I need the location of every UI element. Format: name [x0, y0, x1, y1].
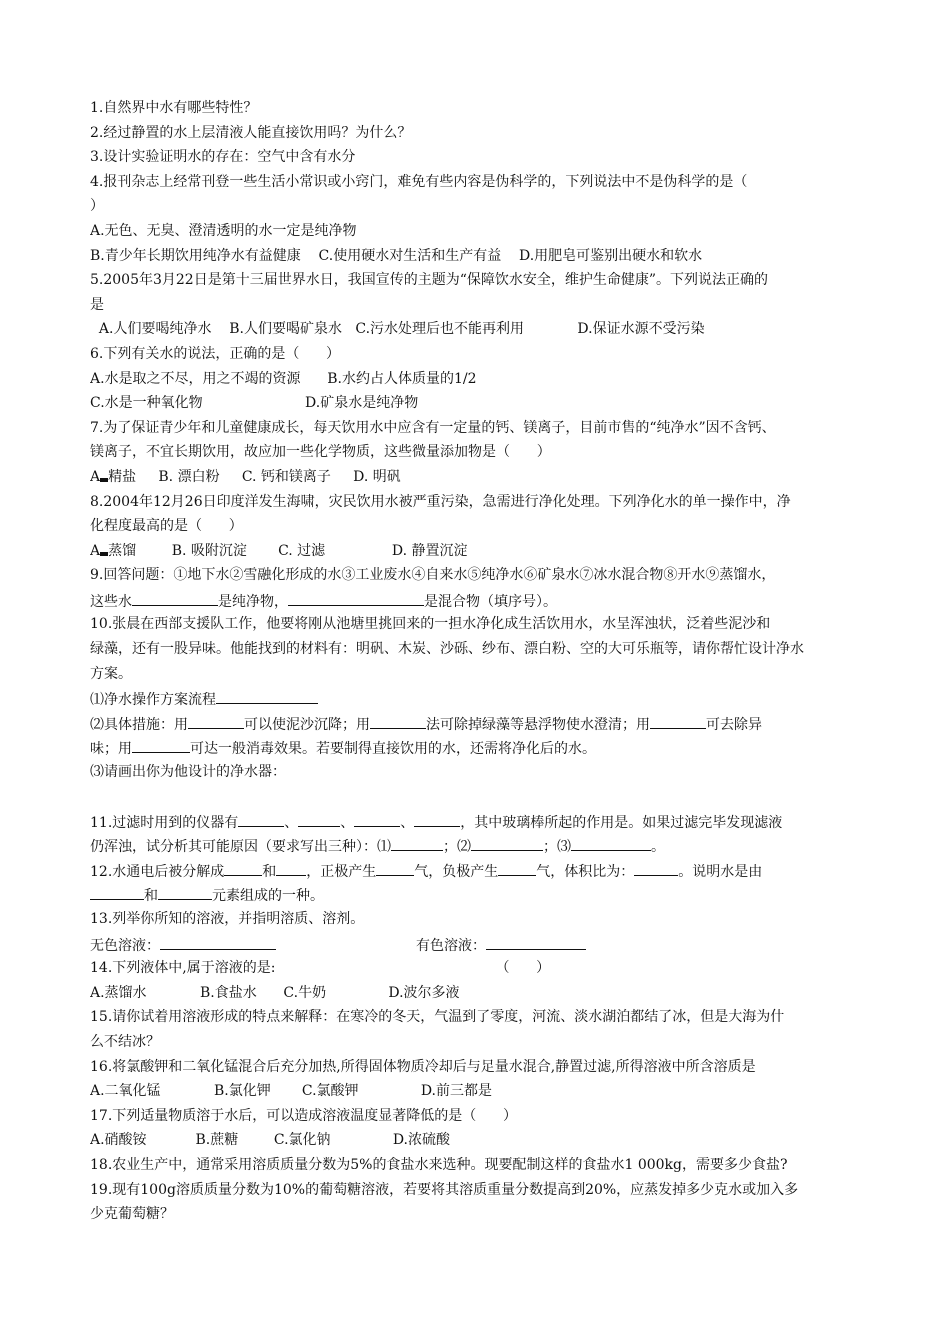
option-mark [100, 552, 108, 556]
answer-blank[interactable] [650, 711, 706, 729]
q13-blanks: 无色溶液： 有色溶液： [90, 932, 870, 957]
q5-options: A.人们要喝纯净水 B.人们要喝矿泉水 C.污水处理后也不能再利用 D.保证水源不受污染 [90, 321, 705, 338]
q13-stem: 13.列举你所知的溶液，并指明溶质、溶剂。 [90, 911, 365, 927]
q7-stem: 7.为了保证青少年和儿童健康成长，每天饮用水中应含有一定量的钙、镁离子，目前市售的“纯净水”因不含钙、 [90, 419, 776, 436]
q4-stem-cont: ） [90, 198, 104, 215]
q10-part2-cont: 味；用 可达一般消毒效果。若要制得直接饮用的水，还需将净化后的水。 [90, 735, 870, 760]
answer-blank[interactable] [276, 858, 306, 876]
q4-options-bcd: B.青少年长期饮用纯净水有益健康 C.使用硬水对生活和生产有益 D.用肥皂可鉴别出硬水和软水 [90, 247, 703, 264]
q19-stem: 19.现有100g溶质质量分数为10%的葡萄糖溶液，若要将其溶质重量分数提高到20%，应蒸发掉多少克水或加入多 [90, 1181, 799, 1198]
q5-stem-cont: 是 [90, 296, 104, 313]
q10-stem: 10.张晨在西部支援队工作，他要将刚从池塘里挑回来的一担水净化成生活饮用水，水呈浑浊状，泛着些泥沙和 [90, 616, 771, 633]
answer-blank[interactable] [216, 686, 318, 704]
q17-stem: 17.下列适量物质溶于水后，可以造成溶液温度显著降低的是（ ） [90, 1107, 517, 1124]
q4-option-a: A.无色、无臭、澄清透明的水一定是纯净物 [90, 222, 357, 239]
drawing-space [90, 785, 870, 809]
q5-stem: 5.2005年3月22日是第十三届世界水日，我国宣传的主题为“保障饮水安全，维护生命健康”。下列说法正确的 [90, 272, 769, 289]
q18: 18.农业生产中，通常采用溶质质量分数为5%的食盐水来选种。现要配制这样的食盐水1 000kg，需要多少食盐? [90, 1156, 788, 1173]
q10-part1: ⑴净水操作方案流程 [90, 686, 870, 711]
answer-blank[interactable] [132, 588, 218, 606]
q15-stem: 15.请你试着用溶液形成的特点来解释：在寒冷的冬天，气温到了零度，河流、淡水湖泊都结了冰，但是大海为什 [90, 1009, 785, 1026]
answer-blank[interactable] [376, 858, 414, 876]
q4-stem: 4.报刊杂志上经常刊登一些生活小常识或小窍门，难免有些内容是伪科学的，下列说法中不是伪科学的是（ [90, 173, 748, 190]
answer-blank[interactable] [370, 711, 426, 729]
worksheet [90, 96, 870, 1227]
q16-options: A.二氧化锰 B.氯化钾 C.氯酸钾 D.前三都是 [90, 1083, 492, 1100]
answer-blank[interactable] [298, 809, 340, 827]
answer-blank[interactable] [634, 858, 678, 876]
answer-blank[interactable] [571, 833, 651, 851]
answer-blank[interactable] [224, 858, 262, 876]
answer-blank[interactable] [486, 932, 586, 950]
answer-blank[interactable] [188, 711, 244, 729]
answer-blank[interactable] [391, 833, 443, 851]
q12-stem-cont: 和 元素组成的一种。 [90, 882, 870, 907]
q6-options-cd: C.水是一种氧化物 D.矿泉水是纯净物 [90, 395, 419, 412]
q3: 3.设计实验证明水的存在：空气中含有水分 [90, 149, 356, 166]
q8-stem: 8.2004年12月26日印度洋发生海啸，灾民饮用水被严重污染，急需进行净化处理。下列净化水的单一操作中，净 [90, 493, 791, 510]
answer-blank[interactable] [354, 809, 400, 827]
q10-stem-end: 方案。 [90, 665, 132, 682]
q14-options: A.蒸馏水 B.食盐水 C.牛奶 D.波尔多液 [90, 984, 460, 1001]
q9-blanks: 这些水 是纯净物， 是混合物（填序号）。 [90, 588, 870, 613]
q8-stem-cont: 化程度最高的是（ ） [90, 518, 243, 535]
answer-blank[interactable] [498, 858, 536, 876]
answer-blank[interactable] [158, 882, 212, 900]
q10-part2: ⑵具体措施：用 可以使泥沙沉降；用 法可除掉绿藻等悬浮物使水澄清；用 可去除异 [90, 711, 870, 736]
q11-reasons: 仍浑浊，试分析其可能原因（要求写出三种）：⑴ ；⑵ ；⑶ 。 [90, 833, 870, 858]
q15-stem-cont: 么不结冰？ [90, 1033, 160, 1050]
q14-stem: 14.下列液体中,属于溶液的是: （ ） [90, 960, 551, 977]
q7-stem-cont: 镁离子，不宜长期饮用，故应加一些化学物质，这些微量添加物是（ ） [90, 444, 551, 461]
q10-part3: ⑶请画出你为他设计的净水器： [90, 764, 286, 781]
q12-stem: 12.水通电后被分解成 和 ，正极产生 气，负极产生 气，体积比为： 。说明水是由 [90, 858, 870, 883]
q6-stem: 6.下列有关水的说法，正确的是（ ） [90, 345, 341, 362]
option-mark [100, 478, 108, 482]
answer-blank[interactable] [414, 809, 460, 827]
q16-stem: 16.将氯酸钾和二氧化锰混合后充分加热,所得固体物质冷却后与足量水混合,静置过滤,所得溶液中所含溶质是 [90, 1058, 756, 1075]
answer-blank[interactable] [238, 809, 284, 827]
q6-options-ab: A.水是取之不尽，用之不竭的资源 B.水约占人体质量的1/2 [90, 370, 477, 387]
answer-blank[interactable] [471, 833, 543, 851]
q9-stem: 9.回答问题：①地下水②雪融化形成的水③工业废水④自来水⑤纯净水⑥矿泉水⑦冰水混合物⑧开水⑨蒸馏水， [90, 567, 776, 584]
answer-blank[interactable] [288, 588, 424, 606]
q10-stem-cont: 绿藻，还有一股异味。他能找到的材料有：明矾、木炭、沙砾、纱布、漂白粉、空的大可乐瓶等，请你帮忙设计净水 [90, 641, 804, 658]
q8-options: A 蒸馏 B. 吸附沉淀 C. 过滤 D. 静置沉淀 [90, 542, 468, 559]
q1: 1.自然界中水有哪些特性？ [90, 100, 258, 116]
answer-blank[interactable] [132, 735, 190, 753]
q7-options: A 精盐 B. 漂白粉 C. 钙和镁离子 D. 明矾 [90, 468, 401, 485]
q19-stem-cont: 少克葡萄糖？ [90, 1206, 174, 1223]
q11-stem: 11.过滤时用到的仪器有 、 、 、 ，其中玻璃棒所起的作用是。如果过滤完毕发现滤液 [90, 809, 870, 834]
answer-blank[interactable] [160, 932, 276, 950]
q2: 2.经过静置的水上层清液人能直接饮用吗？为什么？ [90, 124, 412, 141]
q17-options: A.硝酸铵 B.蔗糖 C.氯化钠 D.浓硫酸 [90, 1132, 450, 1149]
answer-blank[interactable] [90, 882, 144, 900]
